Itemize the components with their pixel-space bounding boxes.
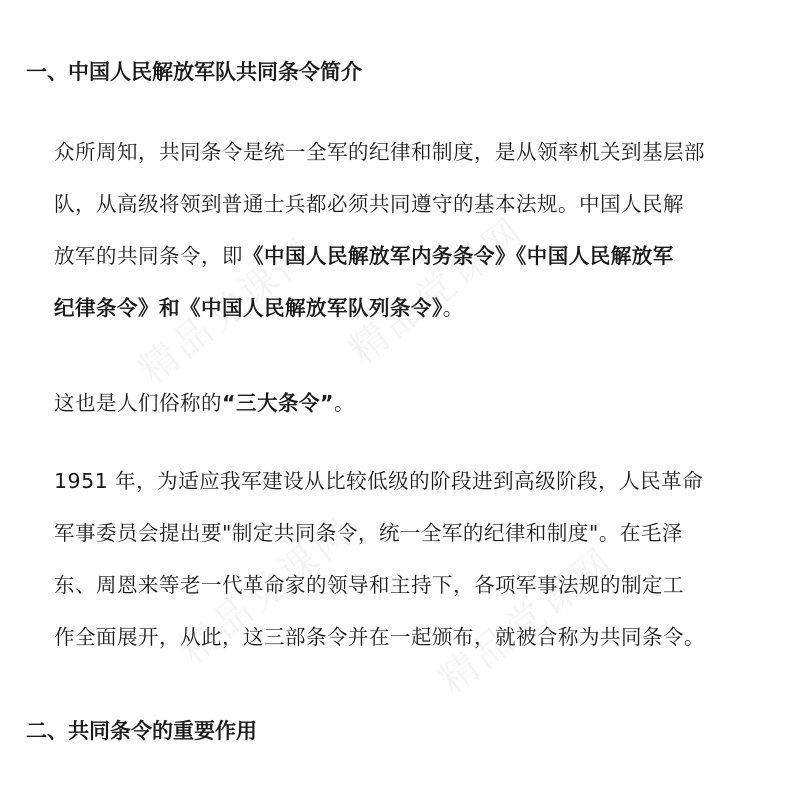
text-span: 放军的共同条令，即	[54, 244, 243, 268]
paragraph-intro	[54, 126, 754, 334]
paragraph-history	[54, 455, 754, 663]
text-line: 1951 年，为适应我军建设从比较低级的阶段进到高级阶段，人民革命	[54, 469, 704, 493]
text-span: 这也是人们俗称的	[54, 391, 222, 415]
text-line	[54, 377, 754, 429]
text-line: 军事委员会提出要"制定共同条令，统一全军的纪律和制度"。在毛泽	[54, 521, 683, 545]
section-heading-importance: 二、共同条令的重要作用	[26, 719, 257, 743]
section-heading-intro: 一、中国人民解放军队共同条令简介	[26, 60, 362, 84]
bold-text-span: 纪律条令》和《中国人民解放军队列条令》	[54, 296, 443, 320]
text-line	[54, 230, 754, 282]
text-line	[54, 282, 754, 334]
bold-text-span: 《中国人民解放军内务条令》《中国人民解放军	[243, 244, 674, 268]
text-line: 众所周知，共同条令是统一全军的纪律和制度，是从领率机关到基层部	[54, 140, 705, 164]
text-span: 。	[442, 296, 464, 320]
text-span: 。	[333, 391, 355, 415]
text-line: 东、周恩来等老一代革命家的领导和主持下，各项军事法规的制定工	[54, 573, 684, 597]
bold-text-span: “三大条令”	[222, 391, 334, 415]
text-line: 队，从高级将领到普通士兵都必须共同遵守的基本法规。中国人民解	[54, 192, 684, 216]
paragraph-three-regulations	[54, 377, 754, 429]
text-line: 作全面展开，从此，这三部条令并在一起颁布，就被合称为共同条令。	[54, 625, 705, 649]
